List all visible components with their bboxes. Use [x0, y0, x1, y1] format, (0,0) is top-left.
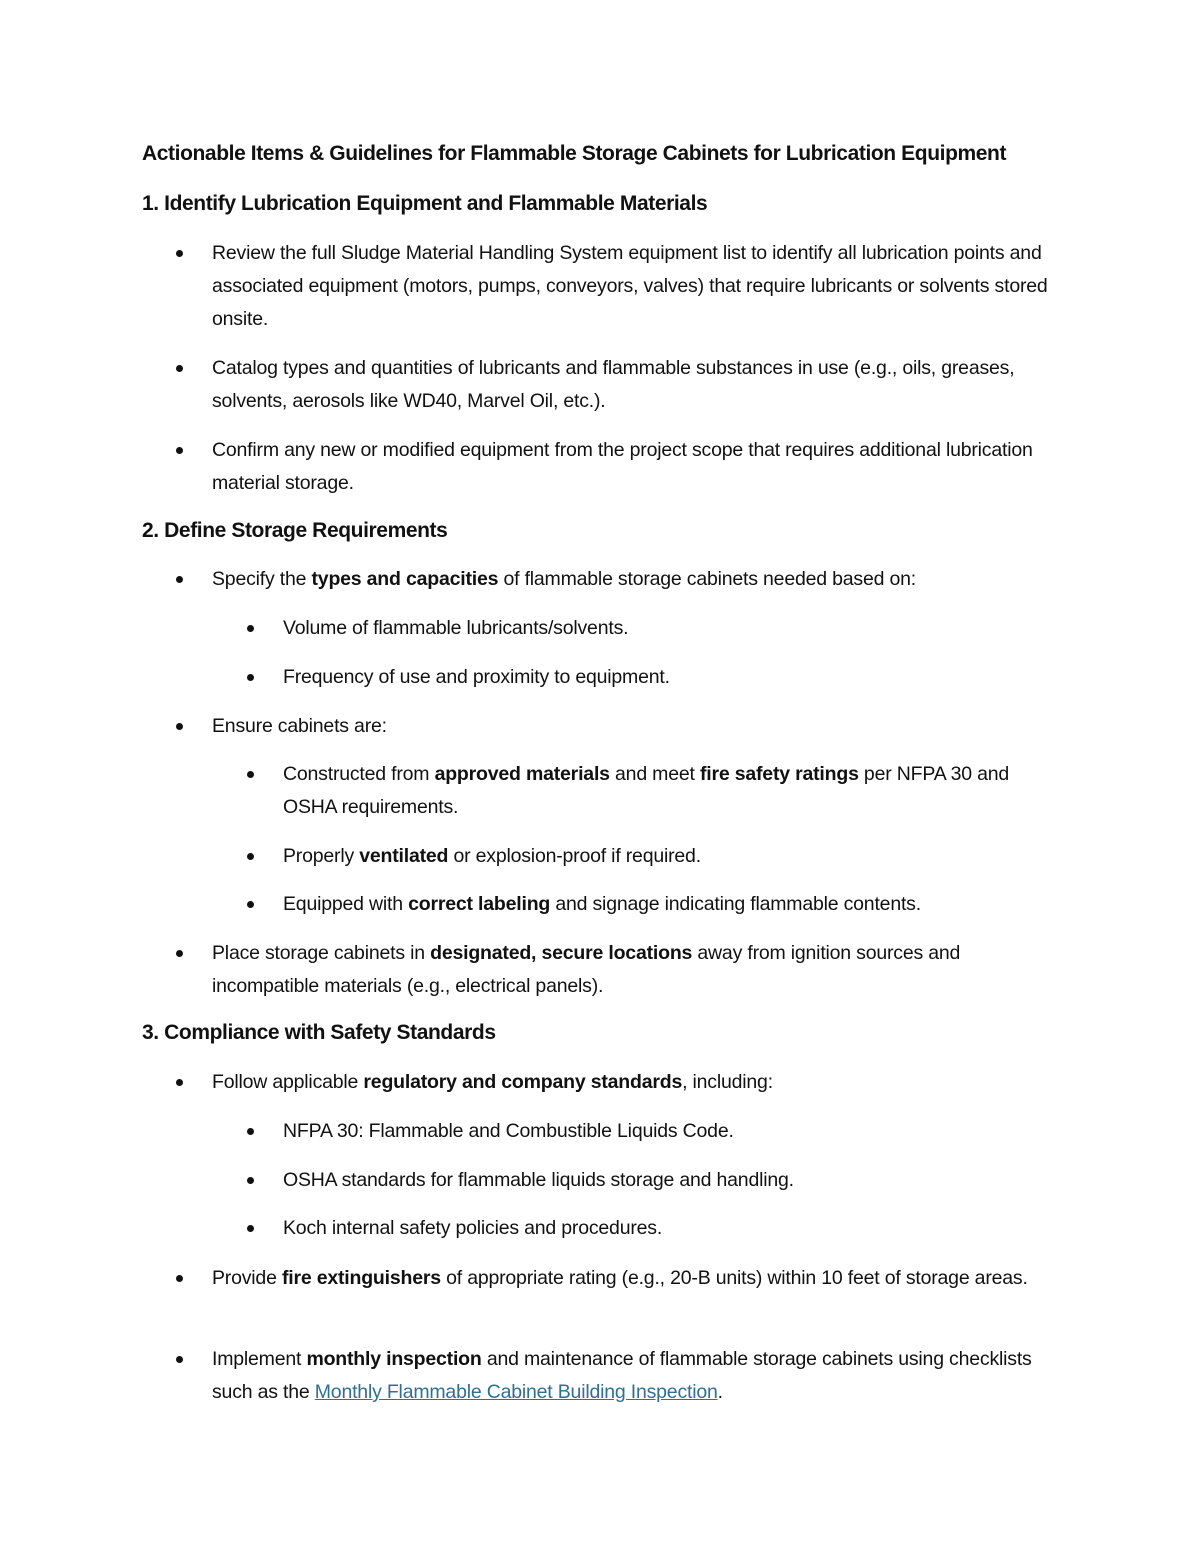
list-item: Ensure cabinets are:: [212, 710, 1062, 743]
section-1-heading: 1. Identify Lubrication Equipment and Flammable Materials: [142, 192, 708, 215]
section-3-heading: 3. Compliance with Safety Standards: [142, 1021, 496, 1044]
bullet-icon: [247, 901, 254, 908]
inspection-checklist-link[interactable]: Monthly Flammable Cabinet Building Inspection: [314, 1381, 718, 1403]
list-item: Provide fire extinguishers of appropriate rating (e.g., 20-B units) within 10 feet of storage areas.: [212, 1262, 1062, 1295]
bullet-icon: [176, 1079, 183, 1086]
list-item: Confirm any new or modified equipment from the project scope that requires additional lubrication material storage.: [212, 434, 1062, 500]
bullet-icon: [176, 447, 183, 454]
list-item: Constructed from approved materials and meet fire safety ratings per NFPA 30 and OSHA requirements.: [283, 758, 1063, 824]
list-item: Equipped with correct labeling and signage indicating flammable contents.: [283, 888, 1063, 921]
bullet-icon: [247, 625, 254, 632]
bullet-icon: [247, 1225, 254, 1232]
bullet-icon: [176, 250, 183, 257]
list-item: Volume of flammable lubricants/solvents.: [283, 612, 1063, 645]
bullet-icon: [247, 771, 254, 778]
list-item: OSHA standards for flammable liquids storage and handling.: [283, 1164, 1063, 1197]
bullet-icon: [247, 1128, 254, 1135]
list-item: Properly ventilated or explosion-proof if required.: [283, 840, 1063, 873]
bullet-icon: [176, 1356, 183, 1363]
list-item: Review the full Sludge Material Handling System equipment list to identify all lubrication points and associated equipment (motors, pumps, conveyors, valves) that require lubricants or solvents stored onsite.: [212, 237, 1062, 336]
list-item: Koch internal safety policies and procedures.: [283, 1212, 1063, 1245]
bullet-icon: [176, 576, 183, 583]
document-title: Actionable Items & Guidelines for Flammable Storage Cabinets for Lubrication Equipment: [142, 142, 1007, 165]
list-item: Place storage cabinets in designated, secure locations away from ignition sources and incompatible materials (e.g., electrical panels).: [212, 937, 1062, 1003]
list-item: Frequency of use and proximity to equipment.: [283, 661, 1063, 694]
list-item: Follow applicable regulatory and company standards, including:: [212, 1066, 1062, 1099]
section-2-heading: 2. Define Storage Requirements: [142, 519, 448, 542]
bullet-icon: [247, 1177, 254, 1184]
bullet-icon: [247, 853, 254, 860]
bullet-icon: [176, 950, 183, 957]
bullet-icon: [176, 365, 183, 372]
bullet-icon: [176, 723, 183, 730]
list-item: NFPA 30: Flammable and Combustible Liquids Code.: [283, 1115, 1063, 1148]
list-item: Catalog types and quantities of lubricants and flammable substances in use (e.g., oils, greases, solvents, aerosols like WD40, Marvel Oil, etc.).: [212, 352, 1062, 418]
list-item: Specify the types and capacities of flammable storage cabinets needed based on:: [212, 563, 1062, 596]
bullet-icon: [176, 1275, 183, 1282]
bullet-icon: [247, 674, 254, 681]
list-item: Implement monthly inspection and maintenance of flammable storage cabinets using checklists such as the Monthly Flammable Cabinet Building Inspection.: [212, 1343, 1062, 1409]
